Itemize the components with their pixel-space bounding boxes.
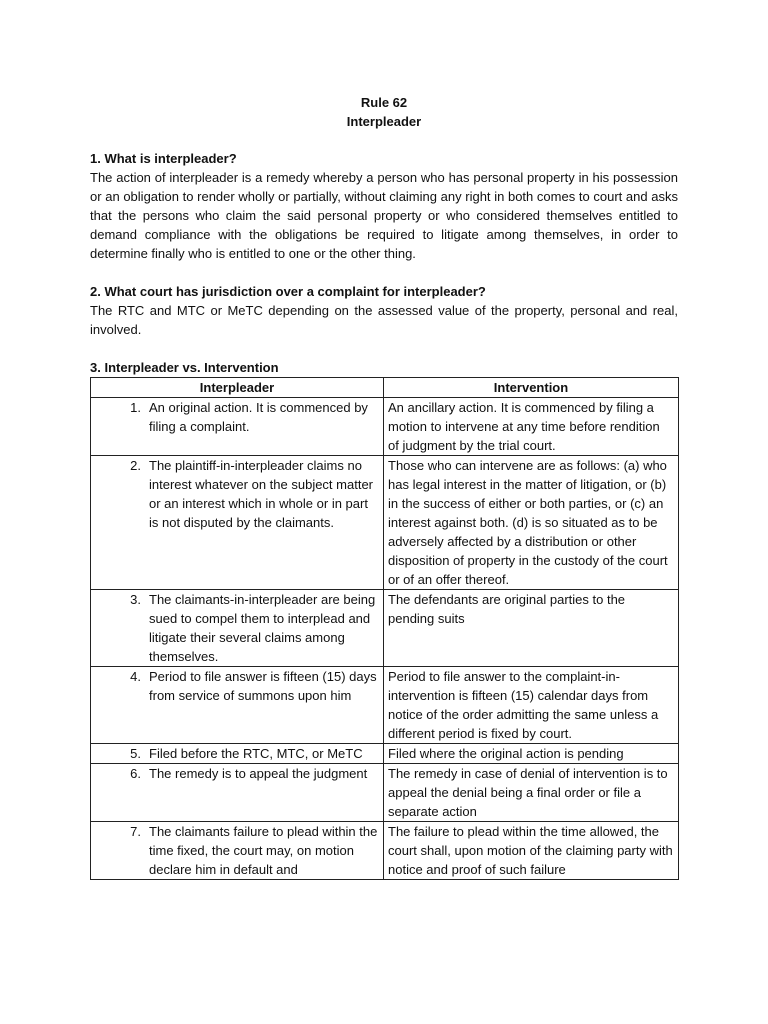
interpleader-cell	[91, 744, 384, 764]
intervention-cell: The failure to plead within the time allowed, the court shall, upon motion of the claiming party with notice and proof of such failure	[384, 822, 679, 880]
cell-text: An original action. It is commenced by filing a complaint.	[149, 400, 368, 434]
row-number: 2.	[130, 458, 141, 473]
cell-text: The remedy is to appeal the judgment	[149, 766, 368, 781]
cell-text: Filed before the RTC, MTC, or MeTC	[149, 746, 363, 761]
table-row	[91, 822, 679, 880]
comparison-heading: 3. Interpleader vs. Intervention	[90, 360, 279, 375]
answer-paragraph: The action of interpleader is a remedy whereby a person who has personal property in his possession or an obligation to render wholly or partially, without claiming any right in both comes to court and asks that the persons who claim the said personal property or who considered themselves entitled to demand compliance with the obligations be required to litigate among themselves, in order to determine finally who is entitled to one or the other thing.	[90, 170, 678, 261]
interpleader-cell	[91, 590, 384, 667]
intervention-cell: The defendants are original parties to the pending suits	[384, 590, 679, 667]
table-row	[91, 744, 679, 764]
table-header-row	[91, 378, 679, 398]
table-row	[91, 456, 679, 590]
comparison-table	[90, 377, 679, 880]
cell-text: Period to file answer is fifteen (15) days from service of summons upon him	[149, 669, 377, 703]
document-page	[90, 93, 678, 880]
interpleader-cell	[91, 764, 384, 822]
interpleader-cell	[91, 667, 384, 744]
intervention-cell: The remedy in case of denial of intervention is to appeal the denial being a final order or file a separate action	[384, 764, 679, 822]
row-number: 1.	[130, 400, 141, 415]
table-row	[91, 764, 679, 822]
intervention-cell: Filed where the original action is pending	[384, 744, 679, 764]
table-row	[91, 667, 679, 744]
cell-text: The plaintiff-in-interpleader claims no interest whatever on the subject matter or an interest which in whole or in part is not disputed by the claimants.	[149, 458, 374, 530]
answer-paragraph: The RTC and MTC or MeTC depending on the assessed value of the property, personal and real, involved.	[90, 303, 678, 337]
row-number: 5.	[130, 746, 141, 761]
row-number: 4.	[130, 669, 141, 684]
interpleader-cell	[91, 398, 384, 456]
intervention-cell: An ancillary action. It is commenced by filing a motion to intervene at any time before rendition of judgment by the trial court.	[384, 398, 679, 456]
interpleader-cell	[91, 456, 384, 590]
interpleader-cell	[91, 822, 384, 880]
section-what-is-interpleader	[90, 149, 678, 263]
document-title: Interpleader	[346, 114, 422, 129]
column-header-interpleader: Interpleader	[91, 378, 384, 398]
table-row	[91, 590, 679, 667]
section-jurisdiction	[90, 282, 678, 339]
rule-number: Rule 62	[360, 95, 408, 110]
row-number: 6.	[130, 766, 141, 781]
intervention-cell: Period to file answer to the complaint-in-intervention is fifteen (15) calendar days from notice of the order admitting the same unless a different period is fixed by court.	[384, 667, 679, 744]
column-header-intervention: Intervention	[384, 378, 679, 398]
question-heading: 2. What court has jurisdiction over a complaint for interpleader?	[90, 284, 486, 299]
intervention-cell: Those who can intervene are as follows: (a) who has legal interest in the matter of litigation, or (b) in the success of either or both parties, or (c) an interest against both. (d) is so situated as to be adversely affected by a distribution or other disposition of property in the custody of the court or of an offer thereof.	[384, 456, 679, 590]
cell-text: The claimants-in-interpleader are being sued to compel them to interplead and litigate their several claims among themselves.	[149, 592, 376, 664]
row-number: 3.	[130, 592, 141, 607]
cell-text: The claimants failure to plead within the time fixed, the court may, on motion declare him in default and	[149, 824, 378, 877]
table-row	[91, 398, 679, 456]
section-comparison	[90, 358, 678, 880]
row-number: 7.	[130, 824, 141, 839]
question-heading: 1. What is interpleader?	[90, 151, 237, 166]
